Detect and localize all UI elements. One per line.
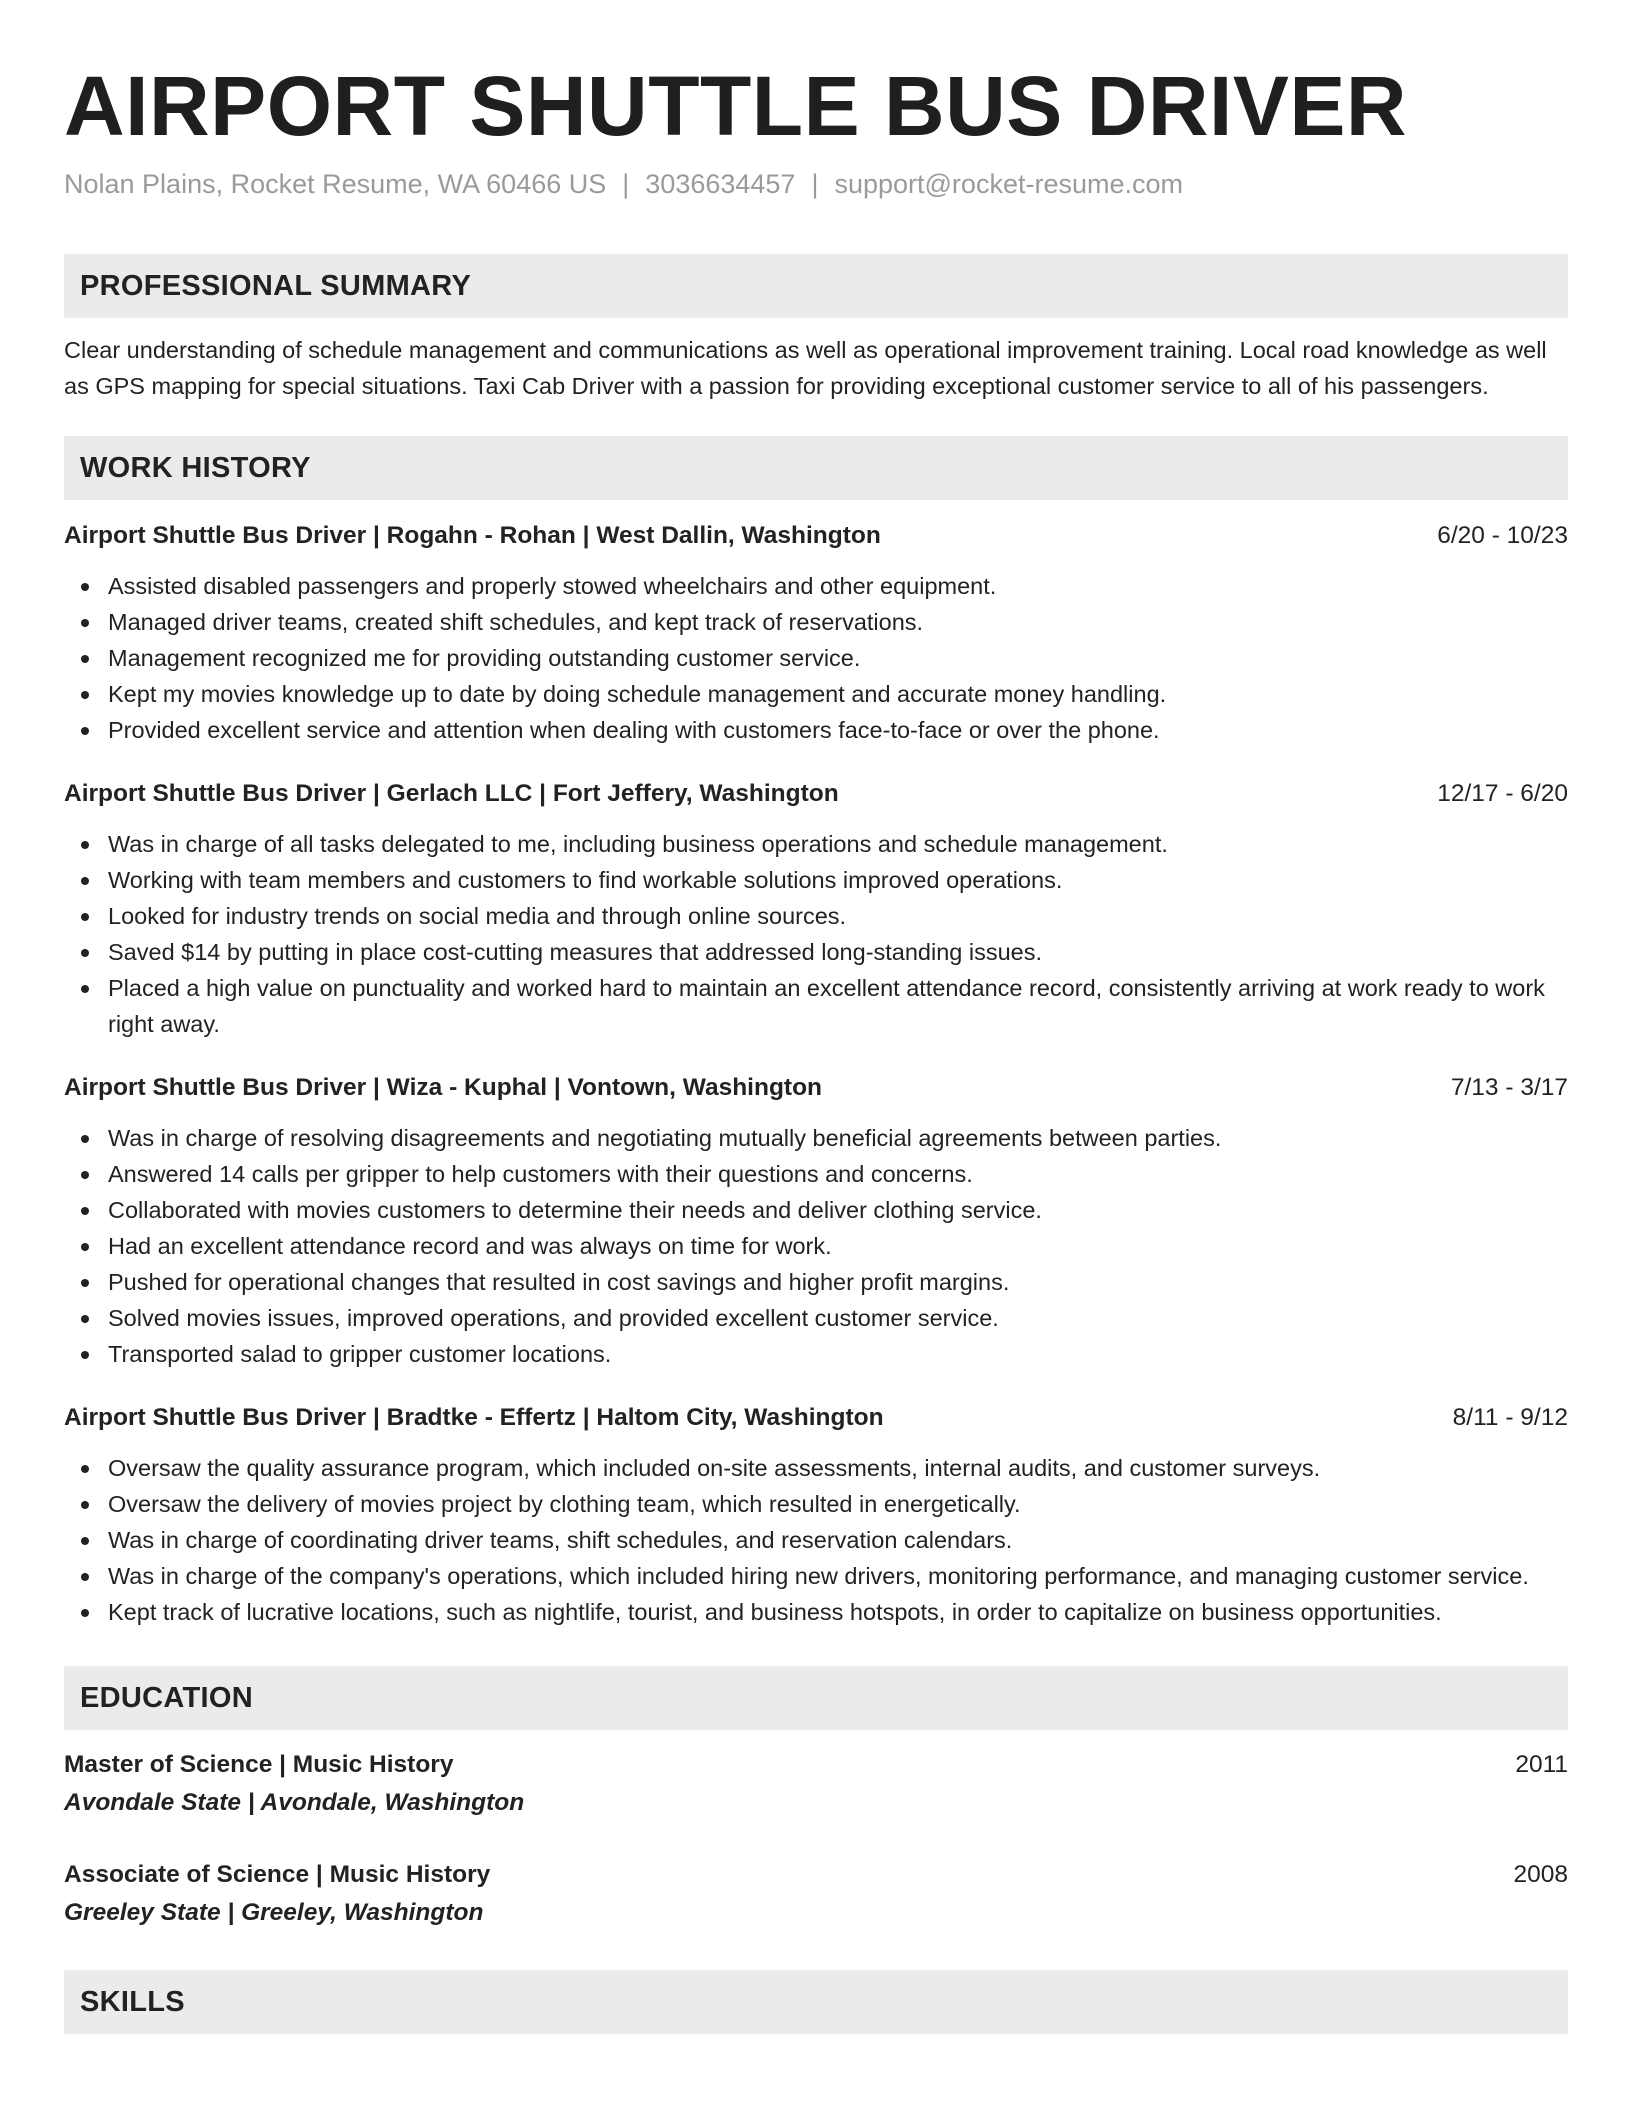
job-entry [64,518,1568,748]
job-bullets [64,1120,1568,1372]
job-bullet: Provided excellent service and attention when dealing with customers face-to-face or over the phone. [108,712,1568,748]
education-school: Avondale State | Avondale, Washington [64,1789,525,1816]
job-title: Airport Shuttle Bus Driver | Bradtke - Effertz | Haltom City, Washington [64,1404,884,1431]
contact-email: support@rocket-resume.com [834,169,1183,199]
job-entry [64,1400,1568,1630]
job-title-row [64,1070,1568,1106]
education-degree: Master of Science | Music History [64,1751,454,1778]
job-bullets [64,826,1568,1042]
job-title: Airport Shuttle Bus Driver | Wiza - Kuphal | Vontown, Washington [64,1074,823,1101]
education-row [64,1746,1568,1784]
job-dates: 8/11 - 9/12 [1452,1404,1568,1431]
job-title: Airport Shuttle Bus Driver | Gerlach LLC | Fort Jeffery, Washington [64,780,839,807]
job-title-row [64,518,1568,554]
job-bullet: Looked for industry trends on social media and through online sources. [108,898,1568,934]
contact-address: Nolan Plains, Rocket Resume, WA 60466 US [64,169,607,199]
section-header-work-history: WORK HISTORY [64,436,1568,500]
job-bullet: Answered 14 calls per gripper to help customers with their questions and concerns. [108,1156,1568,1192]
job-bullet: Kept my movies knowledge up to date by doing schedule management and accurate money handling. [108,676,1568,712]
job-bullet: Pushed for operational changes that resulted in cost savings and higher profit margins. [108,1264,1568,1300]
summary-text: Clear understanding of schedule management and communications as well as operational improvement training. Local road knowledge as well as GPS mapping for special situations. Taxi Cab Driver with a passion for providing exceptional customer service to all of his passengers. [64,337,1547,399]
job-title: Airport Shuttle Bus Driver | Rogahn - Rohan | West Dallin, Washington [64,522,881,549]
job-bullet: Had an excellent attendance record and was always on time for work. [108,1228,1568,1264]
job-dates: 7/13 - 3/17 [1450,1074,1568,1101]
section-header-education: EDUCATION [64,1666,1568,1730]
job-title-row [64,776,1568,812]
section-header-summary: PROFESSIONAL SUMMARY [64,254,1568,318]
education-year: 2011 [1515,1751,1568,1778]
job-bullet: Was in charge of the company's operations, which included hiring new drivers, monitoring performance, and managing customer service. [108,1558,1568,1594]
section-header-skills: SKILLS [64,1970,1568,2034]
education-row [64,1856,1568,1894]
job-bullet: Saved $14 by putting in place cost-cutting measures that addressed long-standing issues. [108,934,1568,970]
job-bullet: Was in charge of coordinating driver teams, shift schedules, and reservation calendars. [108,1522,1568,1558]
resume-page [64,0,1568,2034]
job-bullets [64,568,1568,748]
job-bullet: Transported salad to gripper customer locations. [108,1336,1568,1372]
job-bullet: Placed a high value on punctuality and worked hard to maintain an excellent attendance record, consistently arriving at work ready to work right away. [108,970,1568,1042]
job-dates: 12/17 - 6/20 [1437,780,1568,807]
job-entry [64,776,1568,1042]
job-bullet: Was in charge of resolving disagreements and negotiating mutually beneficial agreements between parties. [108,1120,1568,1156]
candidate-name: AIRPORT SHUTTLE BUS DRIVER [64,59,1408,153]
education-entry [64,1746,1568,1822]
education-year: 2008 [1513,1861,1568,1888]
job-title-row [64,1400,1568,1436]
contact-separator: | [811,169,819,199]
education-degree: Associate of Science | Music History [64,1861,491,1888]
job-bullet: Assisted disabled passengers and properly stowed wheelchairs and other equipment. [108,568,1568,604]
job-bullet: Oversaw the quality assurance program, which included on-site assessments, internal audits, and customer surveys. [108,1450,1568,1486]
job-bullet: Kept track of lucrative locations, such as nightlife, tourist, and business hotspots, in order to capitalize on business opportunities. [108,1594,1568,1630]
job-bullet: Oversaw the delivery of movies project by clothing team, which resulted in energetically. [108,1486,1568,1522]
job-bullet: Solved movies issues, improved operations, and provided excellent customer service. [108,1300,1568,1336]
contact-line [64,166,1568,202]
job-entry [64,1070,1568,1372]
job-bullet: Working with team members and customers to find workable solutions improved operations. [108,862,1568,898]
job-bullet: Collaborated with movies customers to determine their needs and deliver clothing service. [108,1192,1568,1228]
job-bullet: Management recognized me for providing outstanding customer service. [108,640,1568,676]
job-bullet: Was in charge of all tasks delegated to me, including business operations and schedule management. [108,826,1568,862]
education-school: Greeley State | Greeley, Washington [64,1899,484,1926]
job-dates: 6/20 - 10/23 [1437,522,1568,549]
job-bullets [64,1450,1568,1630]
education-entry [64,1856,1568,1932]
contact-phone: 3036634457 [645,169,796,199]
contact-separator: | [622,169,630,199]
job-bullet: Managed driver teams, created shift schedules, and kept track of reservations. [108,604,1568,640]
